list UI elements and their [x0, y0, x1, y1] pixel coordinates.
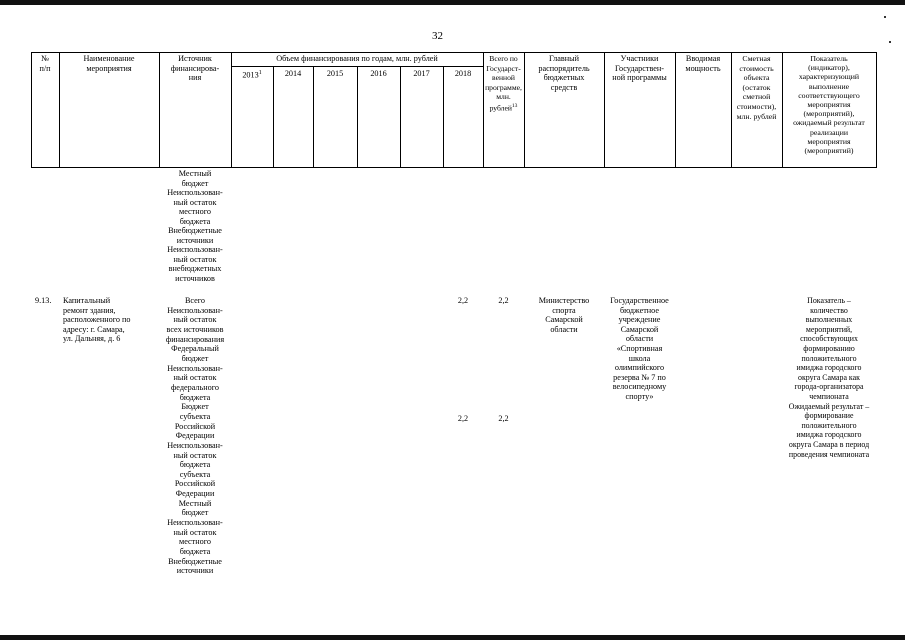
row-name: Капитальный ремонт здания, расположенного по адресу: г. Самара, ул. Дальняя, д. 6 [63, 296, 131, 344]
header-volume: Объем финансирования по годам, млн. рублей [276, 54, 438, 63]
header-year-2014: 2014 [284, 69, 302, 78]
header-year-2015: 2015 [326, 69, 344, 78]
header-year-2016: 2016 [370, 69, 387, 78]
header-source: Источник финансирова- ния [170, 54, 220, 83]
row-2018-subject: 2,2 [457, 414, 469, 423]
row-indicator: Показатель – количество выполненных мероприятий, способствующих формированию положительного имиджа городского округа Самара как города-организатора чемпионата Ожидаемый результат – формирование положительного имиджа городского округа Самара в период проведения чемпионата [788, 296, 870, 459]
header-year-2013: 2013$^1$ [242, 70, 262, 80]
row-total: 2,2 [498, 296, 509, 305]
header-indicator: Показатель (индикатор), характеризующий выполнение соответствующего мероприятия (мероприятий), ожидаемый результат реализации мероприятия (мероприятий) [793, 54, 865, 156]
row-total-subject: 2,2 [498, 414, 509, 423]
header-capacity: Вводимая мощность [685, 54, 721, 73]
scan-speck [884, 16, 886, 18]
row-participants: Государственное бюджетное учреждение Самарской области «Спортивная школа олимпийского резерва № 7 по велосипедному спорту» [610, 296, 669, 401]
scan-top-border [0, 0, 905, 5]
row-manager: Министерство спорта Самарской области [538, 296, 590, 334]
carryover-sources: Местный бюджет Неиспользован- ный остаток местного бюджета Внебюджетные источники Неиспользован- ный остаток внебюджетных источников [167, 169, 223, 283]
row-sources: Всего Неиспользован- ный остаток всех источников финансирования Федеральный бюджет Неиспользован- ный остаток федерального бюджета Бюджет субъекта Российской Федерации Неиспользован- ный остаток бюджета субъекта Российской Федерации Местный бюджет Неиспользован- ный остаток местного бюджета Внебюджетные источники [165, 296, 225, 576]
page-number: 32 [432, 30, 443, 42]
row-2018-total: 2,2 [457, 296, 469, 305]
header-year-2017: 2017 [413, 69, 430, 78]
header-total: Всего по Государст- венной программе, млн. рублей$^{13}$ [485, 54, 522, 113]
header-cost: Сметная стоимость объекта (остаток сметной стоимости), млн. рублей [736, 54, 777, 121]
header-participants: Участники Государствен- ной программы [612, 54, 667, 83]
header-manager: Главный распорядитель бюджетных средств [538, 54, 590, 92]
row-num: 9.13. [35, 296, 52, 305]
header-name: Наименование мероприятия [83, 54, 135, 73]
scan-speck [889, 41, 891, 43]
header-num: № п/п [39, 54, 51, 73]
header-year-2018: 2018 [454, 69, 472, 78]
scan-bottom-border [0, 635, 905, 640]
